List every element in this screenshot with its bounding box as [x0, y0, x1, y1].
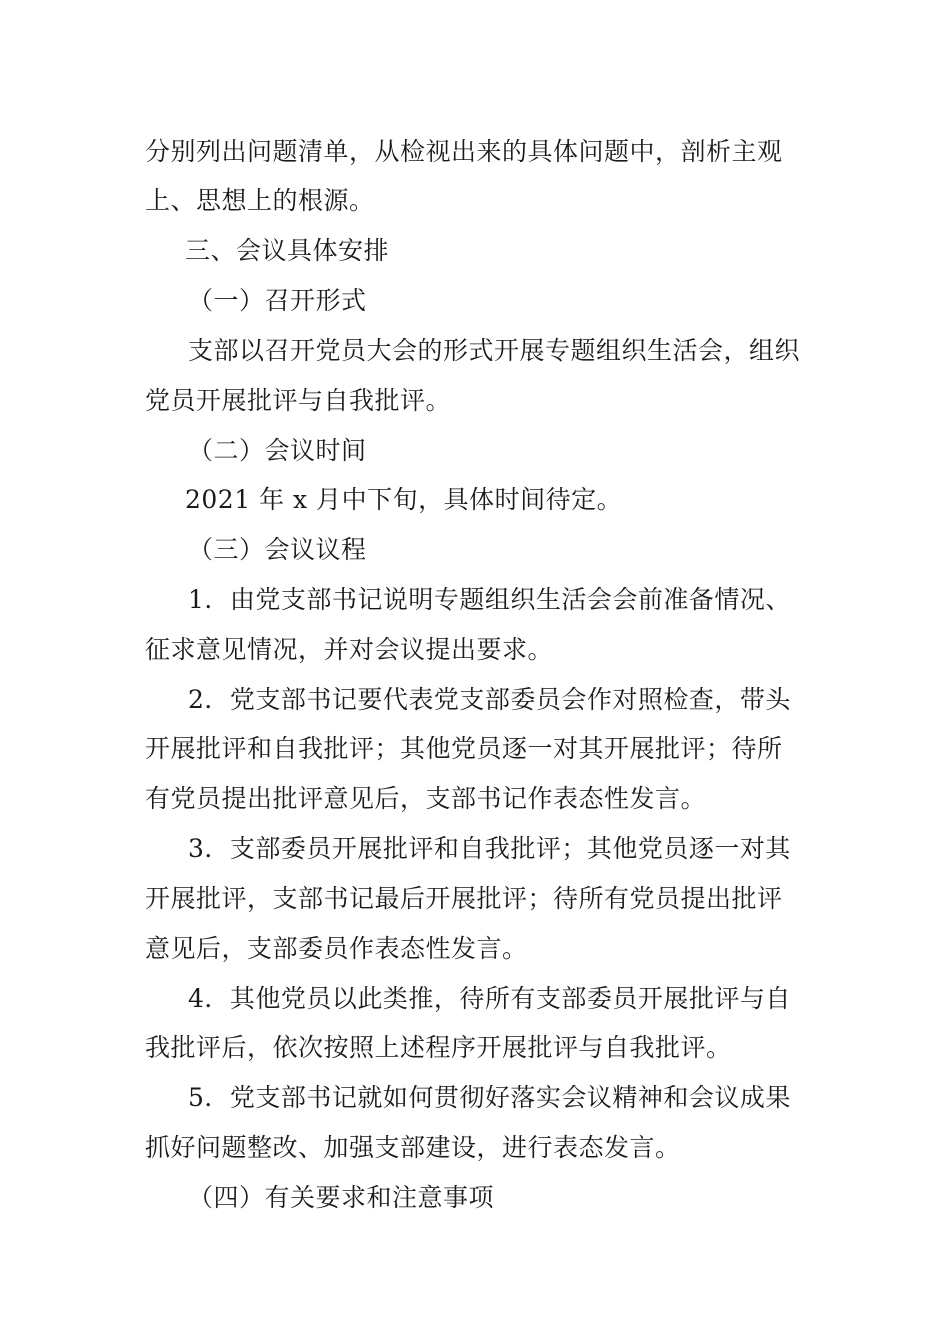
- section-heading: 三、会议具体安排: [185, 236, 390, 265]
- paragraph-line: 2021 年 x 月中下旬，具体时间待定。: [185, 485, 623, 514]
- list-item-line: 抓好问题整改、加强支部建设，进行表态发言。: [145, 1133, 681, 1162]
- list-item-line: 有党员提出批评意见后，支部书记作表态性发言。: [145, 784, 707, 813]
- list-item-line: 开展批评，支部书记最后开展批评；待所有党员提出批评: [145, 884, 783, 913]
- list-item-line: 意见后，支部委员作表态性发言。: [145, 934, 528, 963]
- subsection-heading: （二）会议时间: [188, 436, 367, 465]
- subsection-heading: （三）会议议程: [188, 535, 367, 564]
- list-item-line: 5．党支部书记就如何贯彻好落实会议精神和会议成果: [188, 1083, 791, 1112]
- subsection-heading: （四）有关要求和注意事项: [188, 1183, 495, 1212]
- paragraph-line: 党员开展批评与自我批评。: [145, 386, 452, 415]
- list-item-line: 1．由党支部书记说明专题组织生活会会前准备情况、: [188, 585, 791, 614]
- list-item-line: 4．其他党员以此类推，待所有支部委员开展批评与自: [188, 984, 791, 1013]
- list-item-line: 我批评后，依次按照上述程序开展批评与自我批评。: [145, 1033, 732, 1062]
- paragraph-line: 分别列出问题清单，从检视出来的具体问题中，剖析主观: [145, 137, 783, 166]
- list-item-line: 征求意见情况，并对会议提出要求。: [145, 635, 554, 664]
- paragraph-line: 支部以召开党员大会的形式开展专题组织生活会，组织: [188, 336, 801, 365]
- list-item-line: 开展批评和自我批评；其他党员逐一对其开展批评；待所: [145, 734, 783, 763]
- subsection-heading: （一）召开形式: [188, 286, 367, 315]
- list-item-line: 3．支部委员开展批评和自我批评；其他党员逐一对其: [188, 834, 791, 863]
- list-item-line: 2．党支部书记要代表党支部委员会作对照检查，带头: [188, 685, 791, 714]
- paragraph-line: 上、思想上的根源。: [145, 186, 375, 215]
